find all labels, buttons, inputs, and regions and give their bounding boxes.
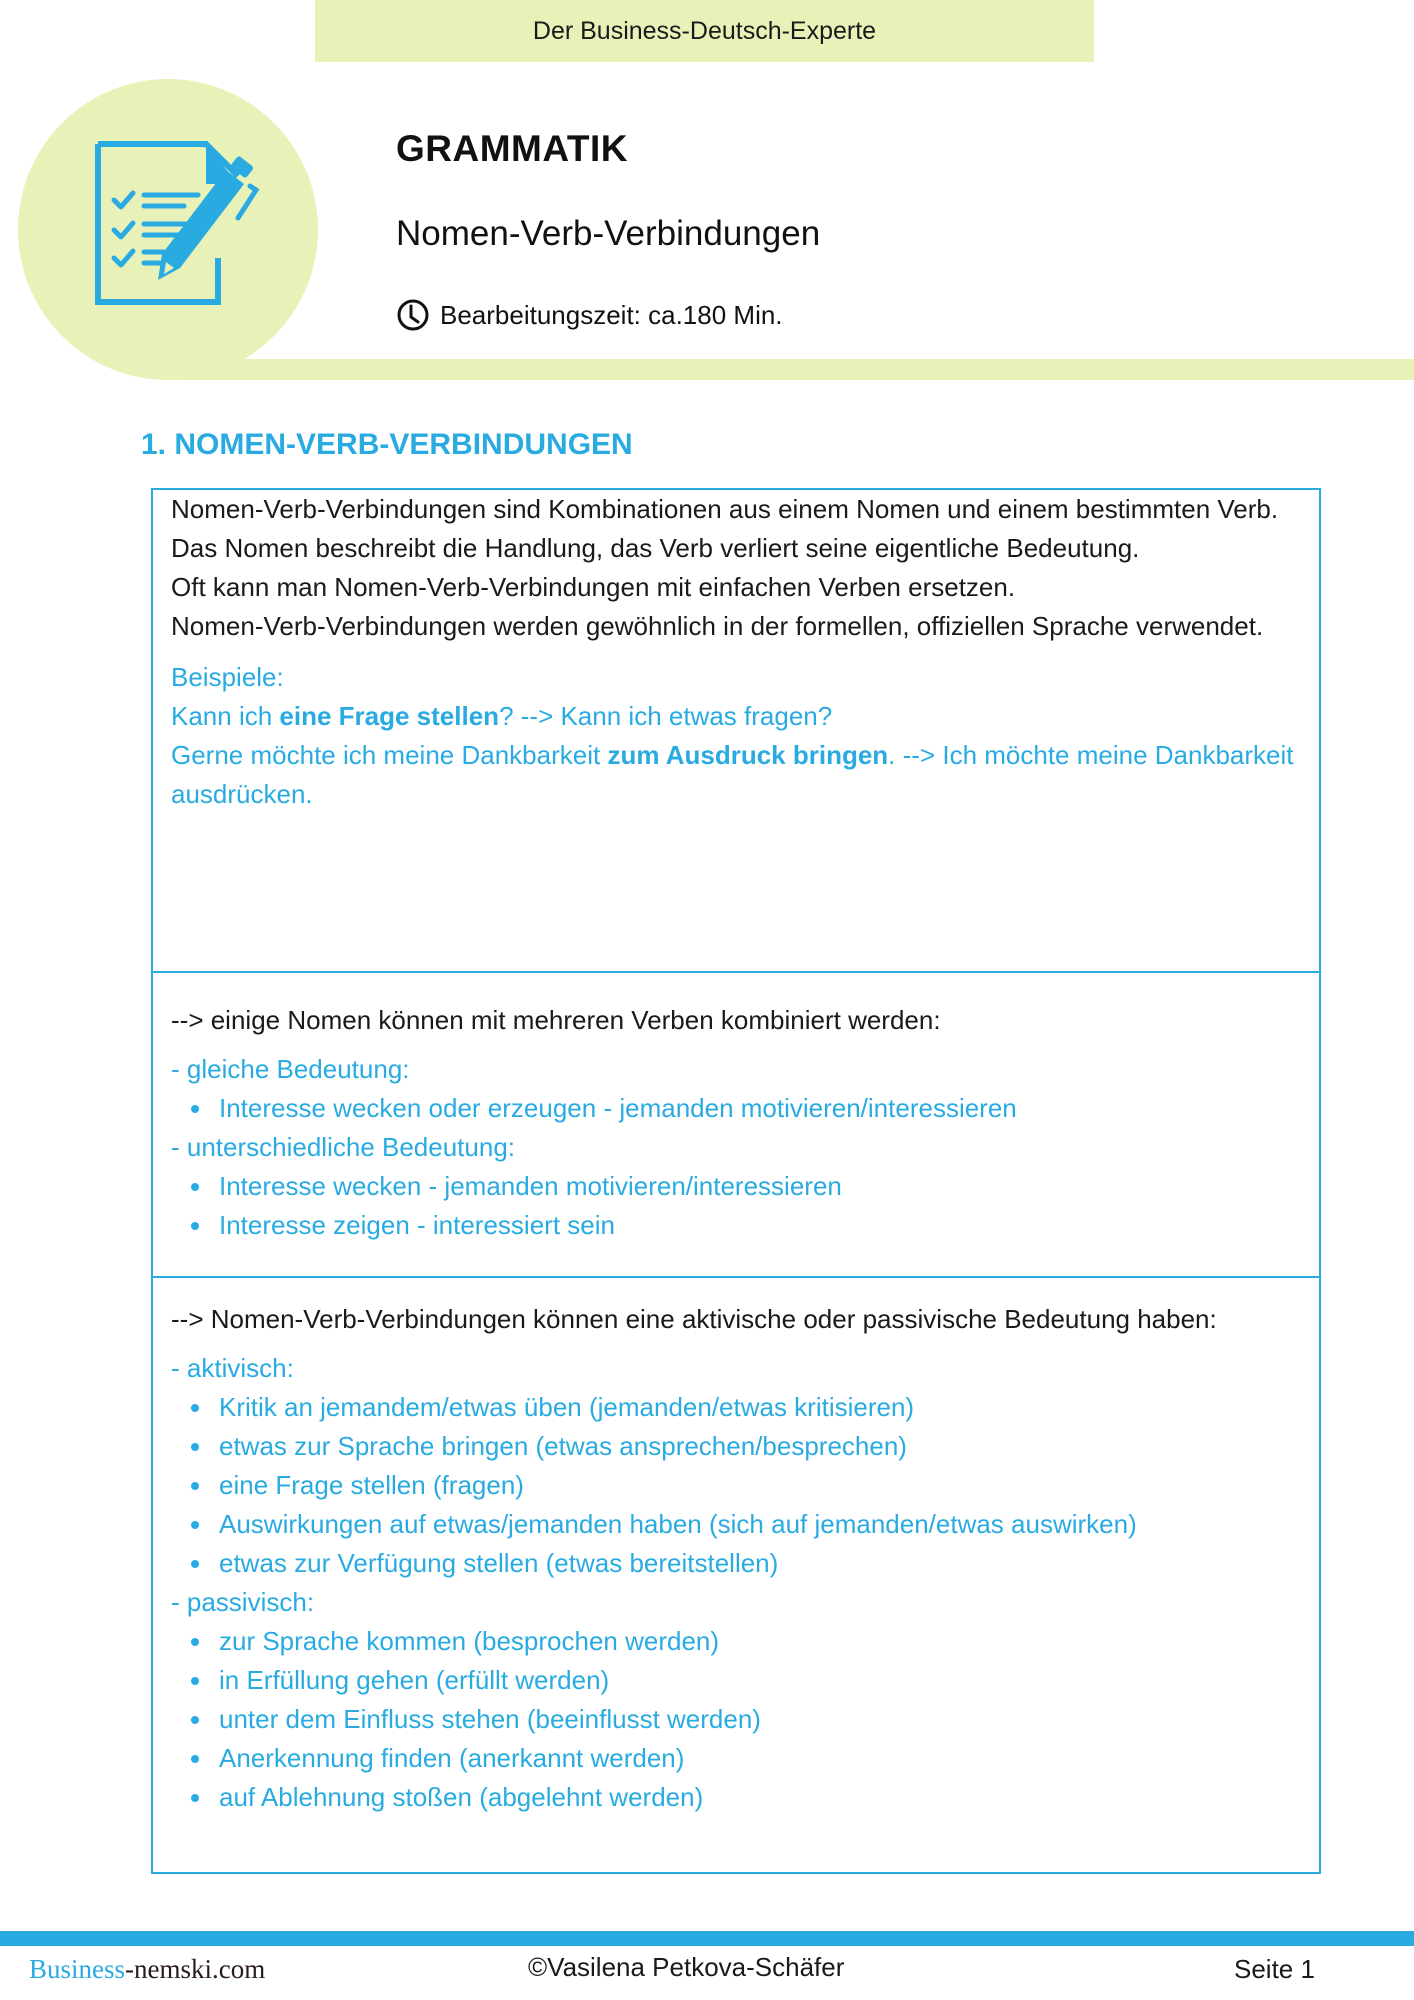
group-label: - unterschiedliche Bedeutung: — [171, 1132, 516, 1162]
list-item: in Erfüllung gehen (erfüllt werden) — [171, 1661, 1297, 1700]
header-band-decoration — [180, 359, 1414, 380]
duration-info — [396, 298, 783, 332]
group-label: - gleiche Bedeutung: — [171, 1054, 410, 1084]
list-item: Anerkennung finden (anerkannt werden) — [171, 1739, 1297, 1778]
definition-paragraph: Oft kann man Nomen-Verb-Verbindungen mit einfachen Verben ersetzen. — [171, 572, 1016, 602]
definition-paragraph: Das Nomen beschreibt die Handlung, das Verb verliert seine eigentliche Bedeutung. — [171, 533, 1140, 563]
group-label: - aktivisch: — [171, 1353, 294, 1383]
bullet-list — [171, 1167, 1297, 1245]
content-table — [151, 488, 1321, 1874]
footer-copyright: ©Vasilena Petkova-Schäfer — [528, 1952, 845, 1982]
example-highlight: zum Ausdruck bringen — [607, 740, 889, 770]
page-category: GRAMMATIK — [396, 128, 628, 169]
active-passive-intro: --> Nomen-Verb-Verbindungen können eine aktivische oder passivische Bedeutung haben: — [171, 1304, 1217, 1334]
bullet-list — [171, 1388, 1297, 1583]
list-item: Kritik an jemandem/etwas üben (jemanden/etwas kritisieren) — [171, 1388, 1297, 1427]
footer-website-link[interactable]: Business-nemski.com — [29, 1954, 266, 1984]
list-item: etwas zur Sprache bringen (etwas ansprechen/besprechen) — [171, 1427, 1297, 1466]
combinations-cell — [153, 973, 1319, 1278]
list-item: Interesse zeigen - interessiert sein — [171, 1206, 1297, 1245]
list-item: unter dem Einfluss stehen (beeinflusst werden) — [171, 1700, 1297, 1739]
brand-tagline: Der Business-Deutsch-Experte — [532, 16, 877, 45]
duration-text: Bearbeitungszeit: ca.180 Min. — [440, 299, 783, 330]
list-item: auf Ablehnung stoßen (abgelehnt werden) — [171, 1778, 1297, 1817]
bullet-list — [171, 1622, 1297, 1817]
list-item: Interesse wecken oder erzeugen - jemanden motivieren/interessieren — [171, 1089, 1297, 1128]
checklist-pen-icon — [94, 140, 264, 306]
clock-icon — [396, 298, 430, 332]
definition-paragraph: Nomen-Verb-Verbindungen werden gewöhnlich in der formellen, offiziellen Sprache verwendet. — [171, 611, 1264, 641]
footer-divider — [0, 1931, 1414, 1946]
example-sentence: Gerne möchte ich meine Dankbarkeit zum Ausdruck bringen. --> Ich möchte meine Dankbarkeit ausdrücken. — [171, 740, 1294, 809]
combinations-intro: --> einige Nomen können mit mehreren Verben kombiniert werden: — [171, 1005, 941, 1035]
list-item: Auswirkungen auf etwas/jemanden haben (sich auf jemanden/etwas auswirken) — [171, 1505, 1297, 1544]
list-item: Interesse wecken - jemanden motivieren/interessieren — [171, 1167, 1297, 1206]
definition-cell — [153, 490, 1319, 973]
examples-label: Beispiele: — [171, 662, 284, 692]
definition-paragraph: Nomen-Verb-Verbindungen sind Kombinationen aus einem Nomen und einem bestimmten Verb. — [171, 494, 1279, 524]
page-title: Nomen-Verb-Verbindungen — [396, 214, 821, 253]
section-heading: 1. NOMEN-VERB-VERBINDUNGEN — [141, 428, 633, 461]
example-highlight: eine Frage stellen — [279, 701, 500, 731]
list-item: etwas zur Verfügung stellen (etwas bereitstellen) — [171, 1544, 1297, 1583]
list-item: eine Frage stellen (fragen) — [171, 1466, 1297, 1505]
bullet-list — [171, 1089, 1297, 1128]
list-item: zur Sprache kommen (besprochen werden) — [171, 1622, 1297, 1661]
brand-banner — [315, 0, 1094, 62]
page-number: Seite 1 — [1234, 1954, 1315, 1984]
group-label: - passivisch: — [171, 1587, 315, 1617]
example-sentence: Kann ich eine Frage stellen? --> Kann ich etwas fragen? — [171, 701, 833, 731]
active-passive-cell — [153, 1278, 1319, 1872]
